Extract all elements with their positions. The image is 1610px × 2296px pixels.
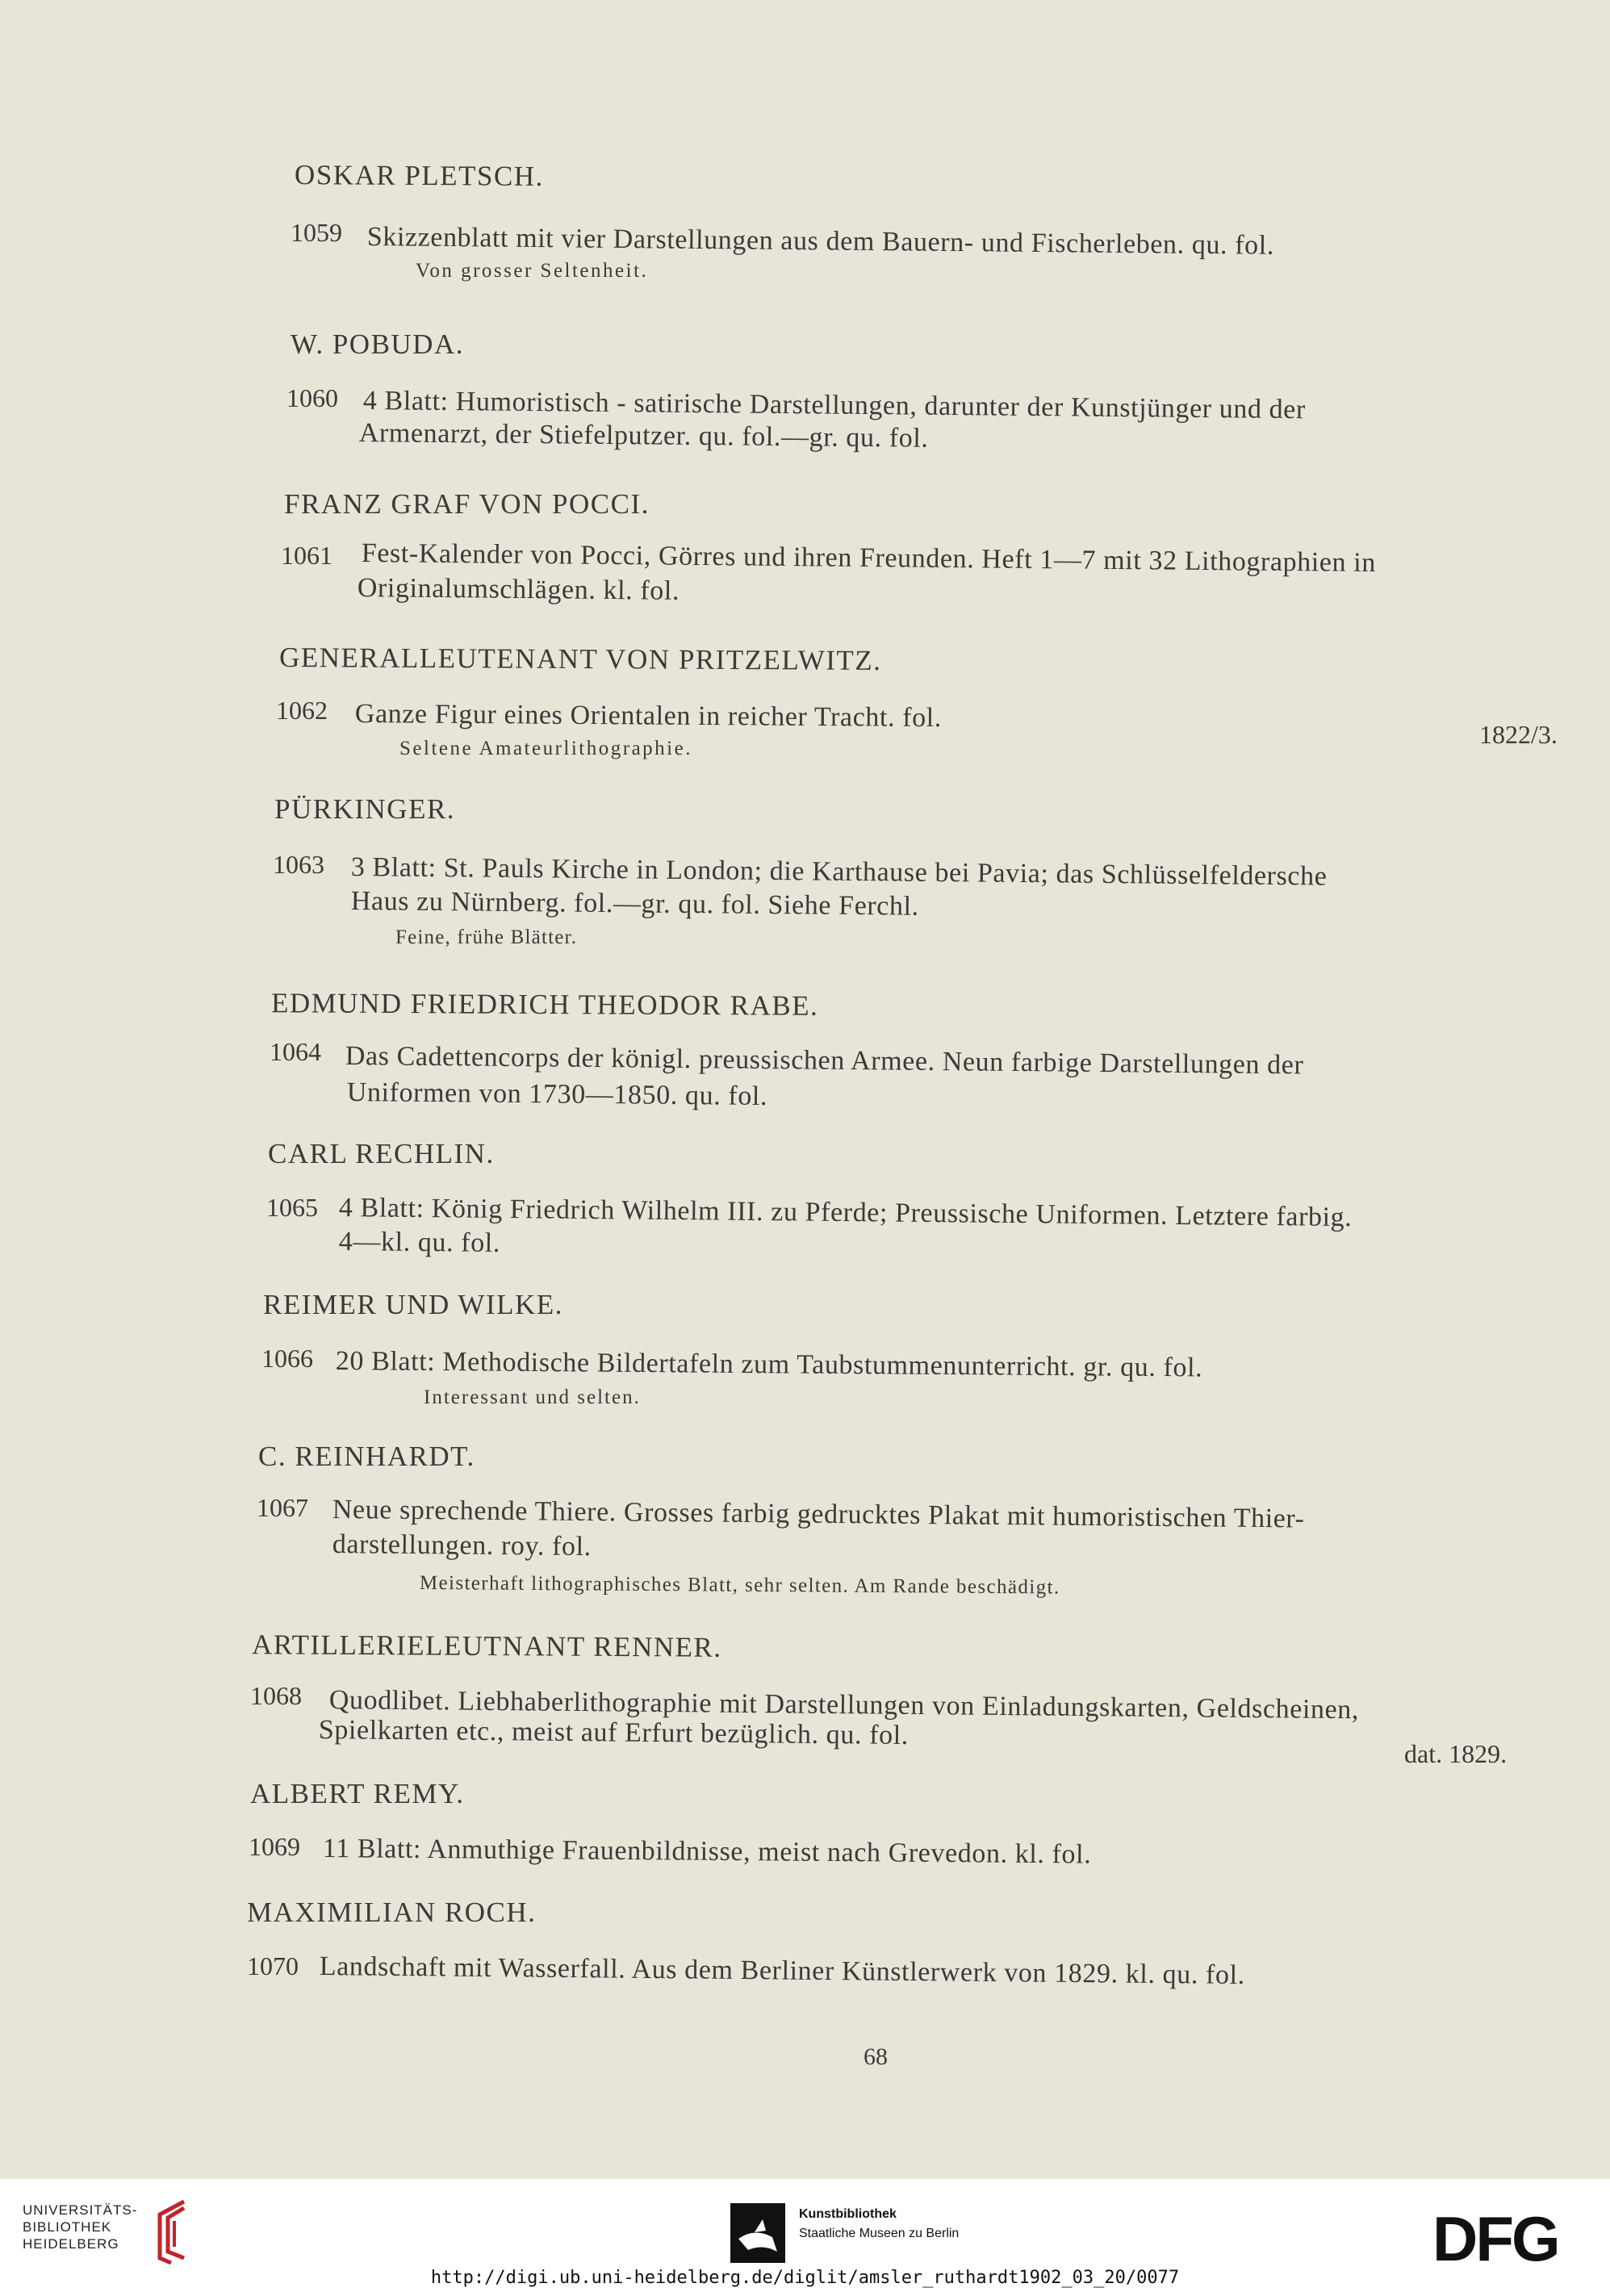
entry-number: 1061	[281, 541, 332, 570]
document-url[interactable]: http://digi.ub.uni-heidelberg.de/diglit/amsler_ruthardt1902_03_20/0077	[430, 2268, 1180, 2288]
artist-heading: PÜRKINGER.	[274, 793, 456, 825]
entry-note: Interessant und selten.	[424, 1386, 641, 1408]
artist-heading: GENERALLEUTENANT VON PRITZELWITZ.	[278, 642, 882, 676]
entry-number: 1069	[249, 1832, 300, 1861]
entry-number: 1067	[257, 1493, 308, 1522]
entry-note: Von grosser Seltenheit.	[416, 260, 649, 282]
entry-text: 20 Blatt: Methodische Bildertafeln zum Taubstummenunterricht. gr. qu. fol.	[335, 1346, 1203, 1383]
entry-text: Spielkarten etc., meist auf Erfurt bezüglich. qu. fol.	[318, 1715, 910, 1751]
entry-text: 4 Blatt: König Friedrich Wilhelm III. zu Pferde; Preussische Uniformen. Letztere farbig.	[338, 1193, 1353, 1233]
entry-date: 1822/3.	[1479, 720, 1558, 749]
entry-text: darstellungen. roy. fol.	[332, 1529, 592, 1562]
entry-note: Seltene Amateurlithographie.	[399, 738, 692, 759]
entry-text: Ganze Figur eines Orientalen in reicher Tracht. fol.	[354, 699, 943, 734]
footer-bar	[0, 2179, 1610, 2296]
entry-text: Originalumschlägen. kl. fol.	[357, 573, 680, 606]
entry-number: 1068	[250, 1681, 302, 1710]
artist-heading: FRANZ GRAF VON POCCI.	[284, 488, 650, 520]
entry-number: 1065	[266, 1193, 318, 1222]
artist-heading: W. POBUDA.	[291, 328, 464, 360]
entry-text: Neue sprechende Thiere. Grosses farbig gedrucktes Plakat mit humoristischen Thier-	[332, 1495, 1305, 1534]
entry-text: Uniformen von 1730—1850. qu. fol.	[346, 1077, 768, 1112]
artist-heading: ALBERT REMY.	[250, 1778, 465, 1809]
entry-text: Skizzenblatt mit vier Darstellungen aus dem Bauern- und Fischerleben. qu. fol.	[366, 222, 1275, 261]
artist-heading: CARL RECHLIN.	[268, 1138, 495, 1169]
entry-text: 3 Blatt: St. Pauls Kirche in London; die Karthause bei Pavia; das Schlüsselfeldersche	[350, 852, 1328, 892]
page-number: 68	[864, 2043, 888, 2070]
entry-number: 1066	[261, 1344, 313, 1373]
kunstbibliothek-label: Kunstbibliothek Staatliche Museen zu Berlin	[799, 2207, 960, 2240]
entry-text: Landschaft mit Wasserfall. Aus dem Berliner Künstlerwerk von 1829. kl. qu. fol.	[319, 1951, 1245, 1991]
entry-text: Armenarzt, der Stiefelputzer. qu. fol.—gr. qu. fol.	[358, 418, 929, 454]
university-logo-icon	[152, 2198, 192, 2265]
university-name: UNIVERSITÄTS- BIBLIOTHEK HEIDELBERG	[23, 2202, 138, 2252]
entry-note: Feine, frühe Blätter.	[395, 926, 578, 948]
artist-heading: MAXIMILIAN ROCH.	[247, 1897, 537, 1928]
entry-text: 4—kl. qu. fol.	[338, 1227, 501, 1258]
entry-text: 11 Blatt: Anmuthige Frauenbildnisse, meist nach Grevedon. kl. fol.	[322, 1834, 1092, 1870]
artist-heading: OSKAR PLETSCH.	[294, 159, 544, 192]
entry-number: 1063	[273, 850, 324, 879]
dfg-logo: DFG	[1432, 2203, 1558, 2274]
entry-number: 1059	[291, 218, 342, 247]
artist-heading: ARTILLERIELEUTNANT RENNER.	[251, 1629, 722, 1663]
entry-date: dat. 1829.	[1404, 1739, 1508, 1768]
entry-text: Das Cadettencorps der königl. preussischen Armee. Neun farbige Darstellungen der	[345, 1041, 1304, 1081]
entry-number: 1062	[276, 696, 328, 725]
kunstbibliothek-logo-icon	[730, 2203, 785, 2263]
entry-number: 1070	[247, 1951, 299, 1980]
entry-note: Meisterhaft lithographisches Blatt, sehr selten. Am Rande beschädigt.	[419, 1572, 1060, 1599]
artist-heading: C. REINHARDT.	[258, 1441, 475, 1472]
entry-number: 1064	[270, 1037, 321, 1066]
entry-text: 4 Blatt: Humoristisch - satirische Darstellungen, darunter der Kunstjünger und der	[362, 386, 1307, 425]
entry-text: Fest-Kalender von Pocci, Görres und ihren Freunden. Heft 1—7 mit 32 Lithographien in	[361, 538, 1377, 579]
artist-heading: REIMER UND WILKE.	[263, 1289, 563, 1320]
entry-text: Quodlibet. Liebhaberlithographie mit Darstellungen von Einladungskarten, Geldscheinen,	[328, 1685, 1360, 1725]
artist-heading: EDMUND FRIEDRICH THEODOR RABE.	[270, 987, 819, 1022]
entry-number: 1060	[286, 383, 338, 412]
entry-text: Haus zu Nürnberg. fol.—gr. qu. fol. Siehe Ferchl.	[350, 886, 919, 922]
